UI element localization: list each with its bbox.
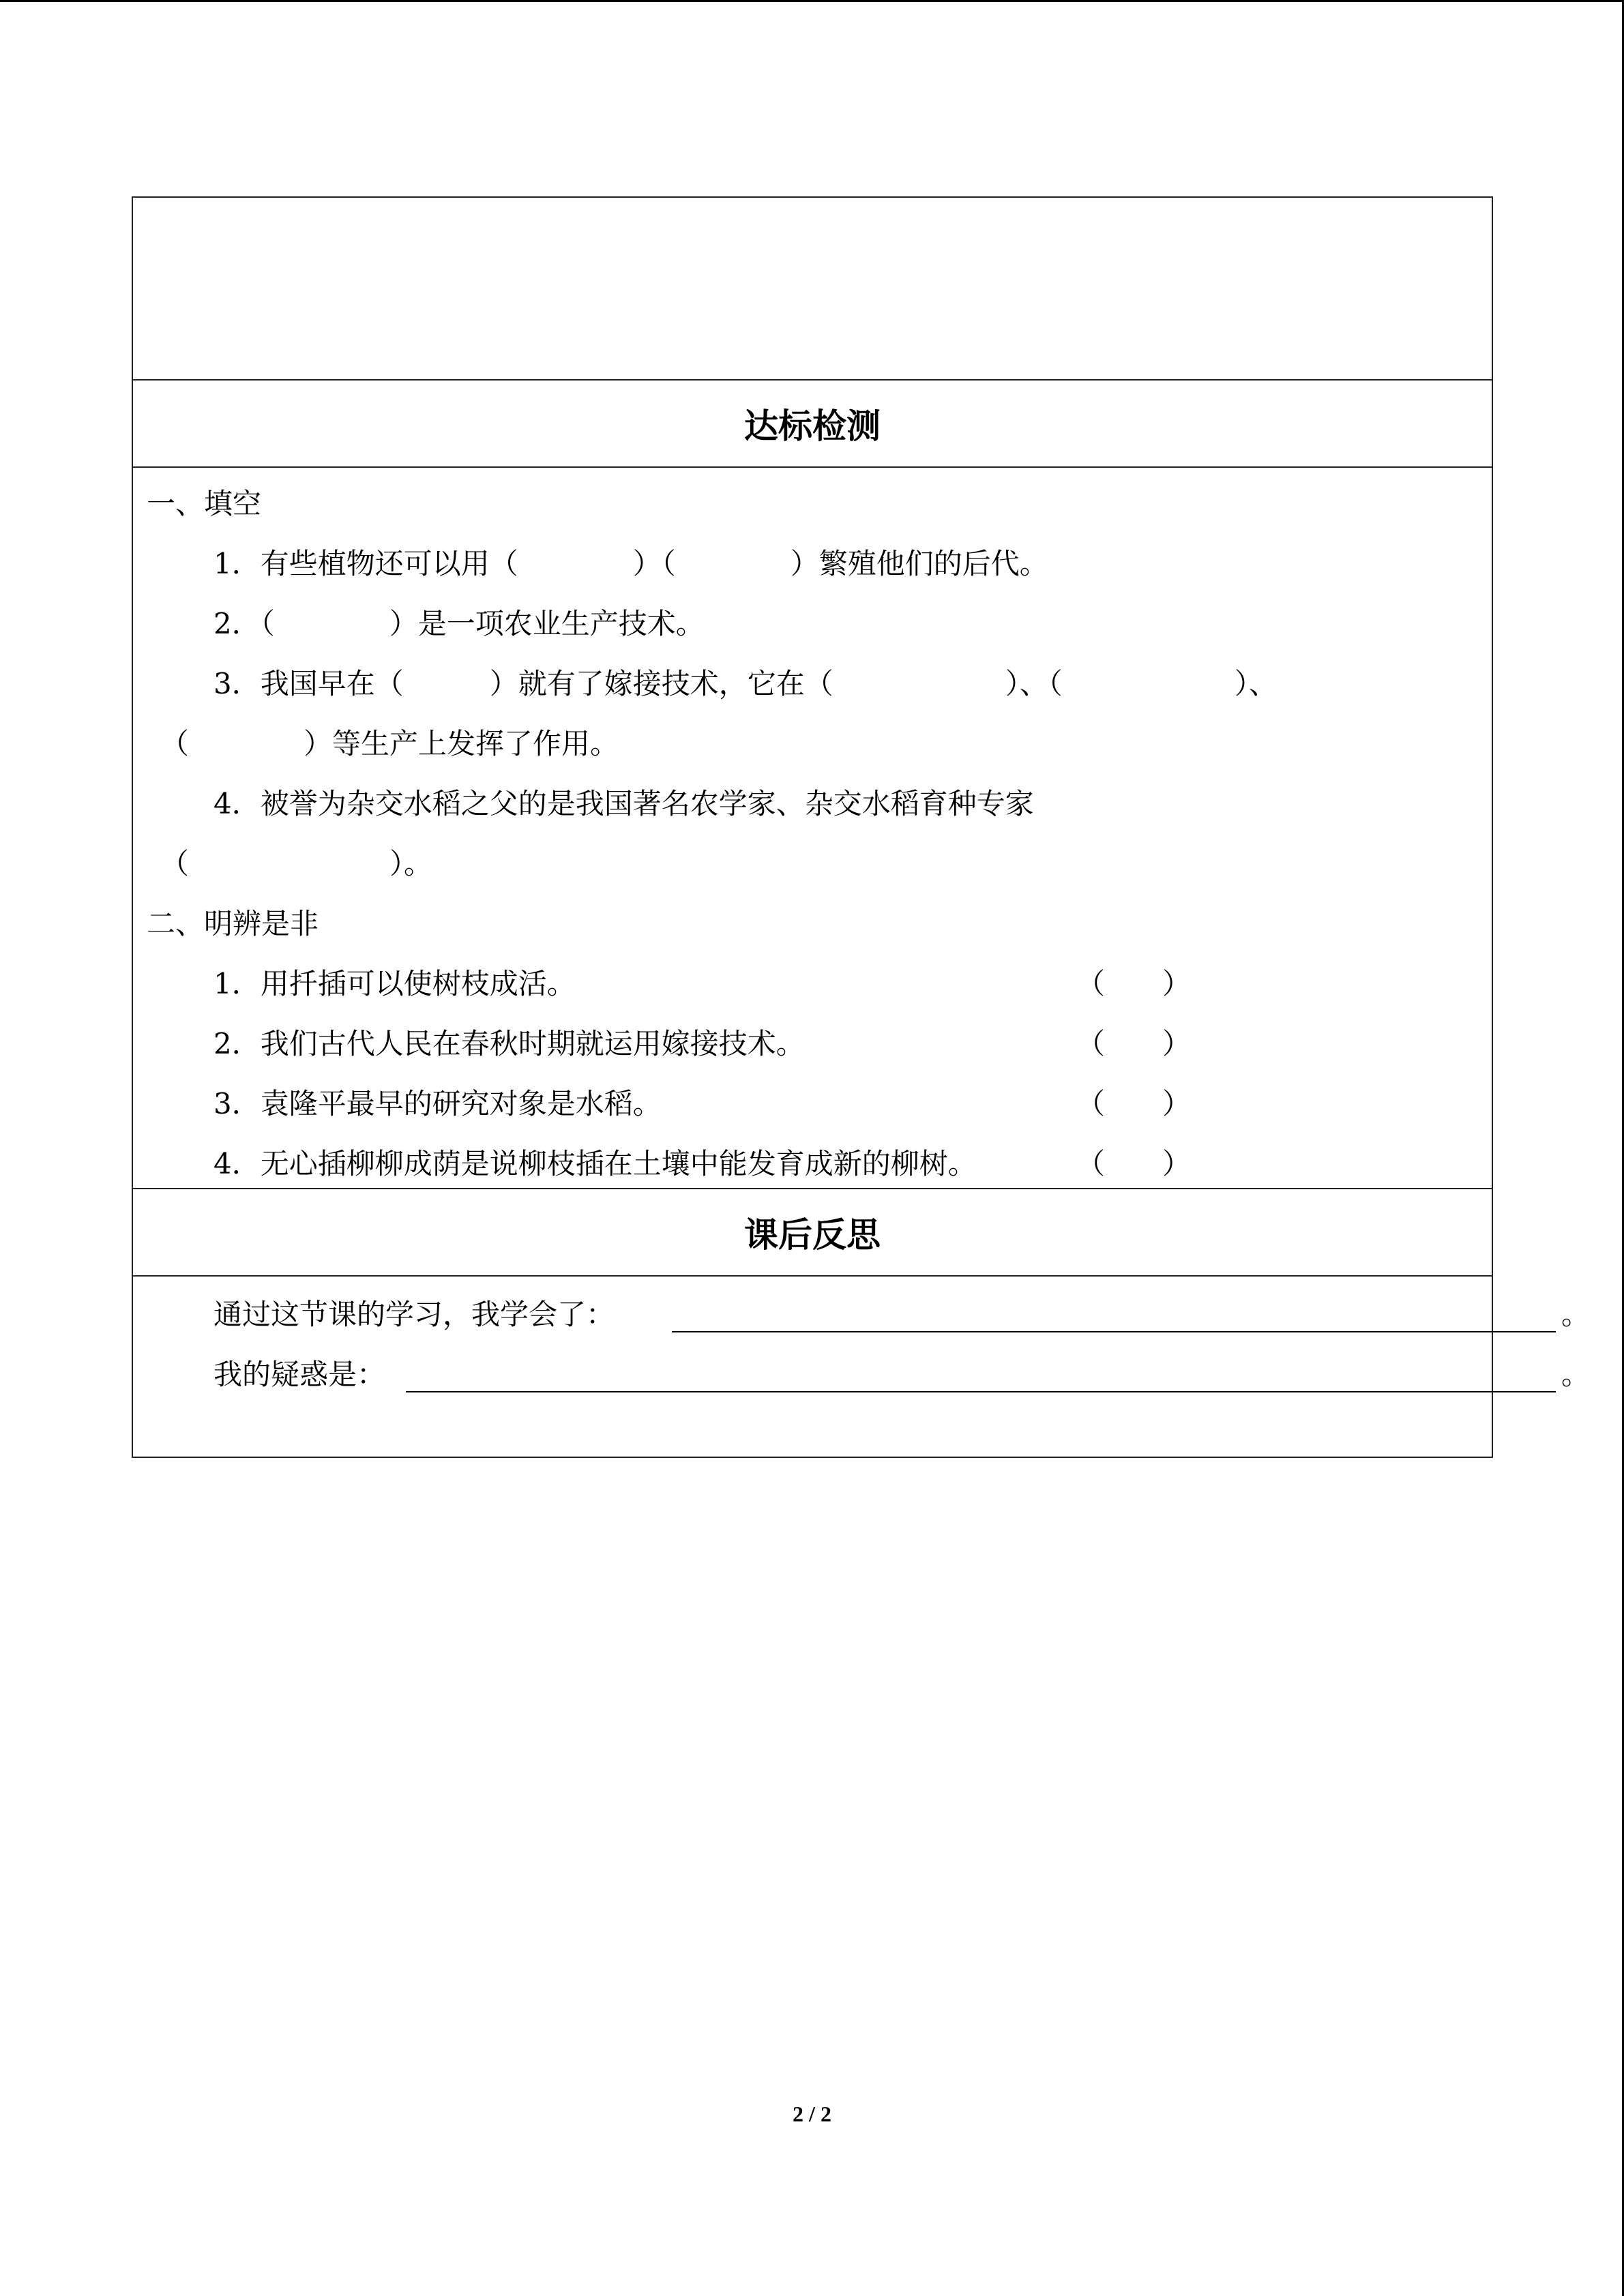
fill-blank-question-3-line-1: 3．我国早在（ ）就有了嫁接技术，它在（ ）、（ ）、 (213, 667, 1278, 700)
fill-blank-question-4-line-1: 4．被誉为杂交水稻之父的是我国著名农学家、杂交水稻育种专家 (213, 787, 1034, 820)
fill-blank-question-1: 1．有些植物还可以用（ ）（ ）繁殖他们的后代。 (213, 547, 1048, 580)
true-false-title: 二、明辨是非 (147, 907, 319, 940)
true-false-item-1: 1．用扦插可以使树枝成活。 (213, 967, 576, 1000)
section-heading-reflection (133, 1188, 1492, 1275)
question-label: 我的疑惑是： (213, 1358, 386, 1391)
true-false-item-3: 3．袁隆平最早的研究对象是水稻。 (213, 1087, 662, 1120)
question-answer-line[interactable] (406, 1391, 1556, 1392)
question-end-mark: 。 (1561, 1358, 1591, 1391)
true-false-answer-1: （ ） (1076, 967, 1192, 1000)
true-false-answer-4: （ ） (1076, 1147, 1192, 1180)
reflection-cell (133, 1275, 1591, 1457)
true-false-answer-2: （ ） (1076, 1027, 1192, 1060)
page-number: 2 / 2 (793, 2102, 831, 2126)
true-false-item-2: 2．我们古代人民在春秋时期就运用嫁接技术。 (213, 1027, 805, 1060)
fill-blank-question-4-line-2: （ ）。 (160, 847, 433, 880)
worksheet-table (132, 196, 1591, 1458)
learned-answer-line[interactable] (672, 1331, 1556, 1332)
section-heading-check-text: 达标检测 (744, 406, 881, 446)
learned-label: 通过这节课的学习，我学会了： (213, 1298, 615, 1331)
section-heading-check (133, 379, 1492, 466)
fill-blank-question-3-line-2: （ ）等生产上发挥了作用。 (160, 727, 619, 760)
true-false-answer-3: （ ） (1076, 1087, 1192, 1120)
blank-cell (133, 198, 1492, 379)
true-false-item-4: 4．无心插柳柳成荫是说柳枝插在土壤中能发育成新的柳树。 (213, 1147, 977, 1180)
learned-end-mark: 。 (1561, 1298, 1591, 1331)
fill-blank-title: 一、填空 (147, 487, 262, 520)
questions-cell (133, 466, 1492, 1188)
section-heading-reflection-text: 课后反思 (744, 1215, 881, 1255)
fill-blank-question-2: 2．（ ）是一项农业生产技术。 (213, 607, 705, 640)
